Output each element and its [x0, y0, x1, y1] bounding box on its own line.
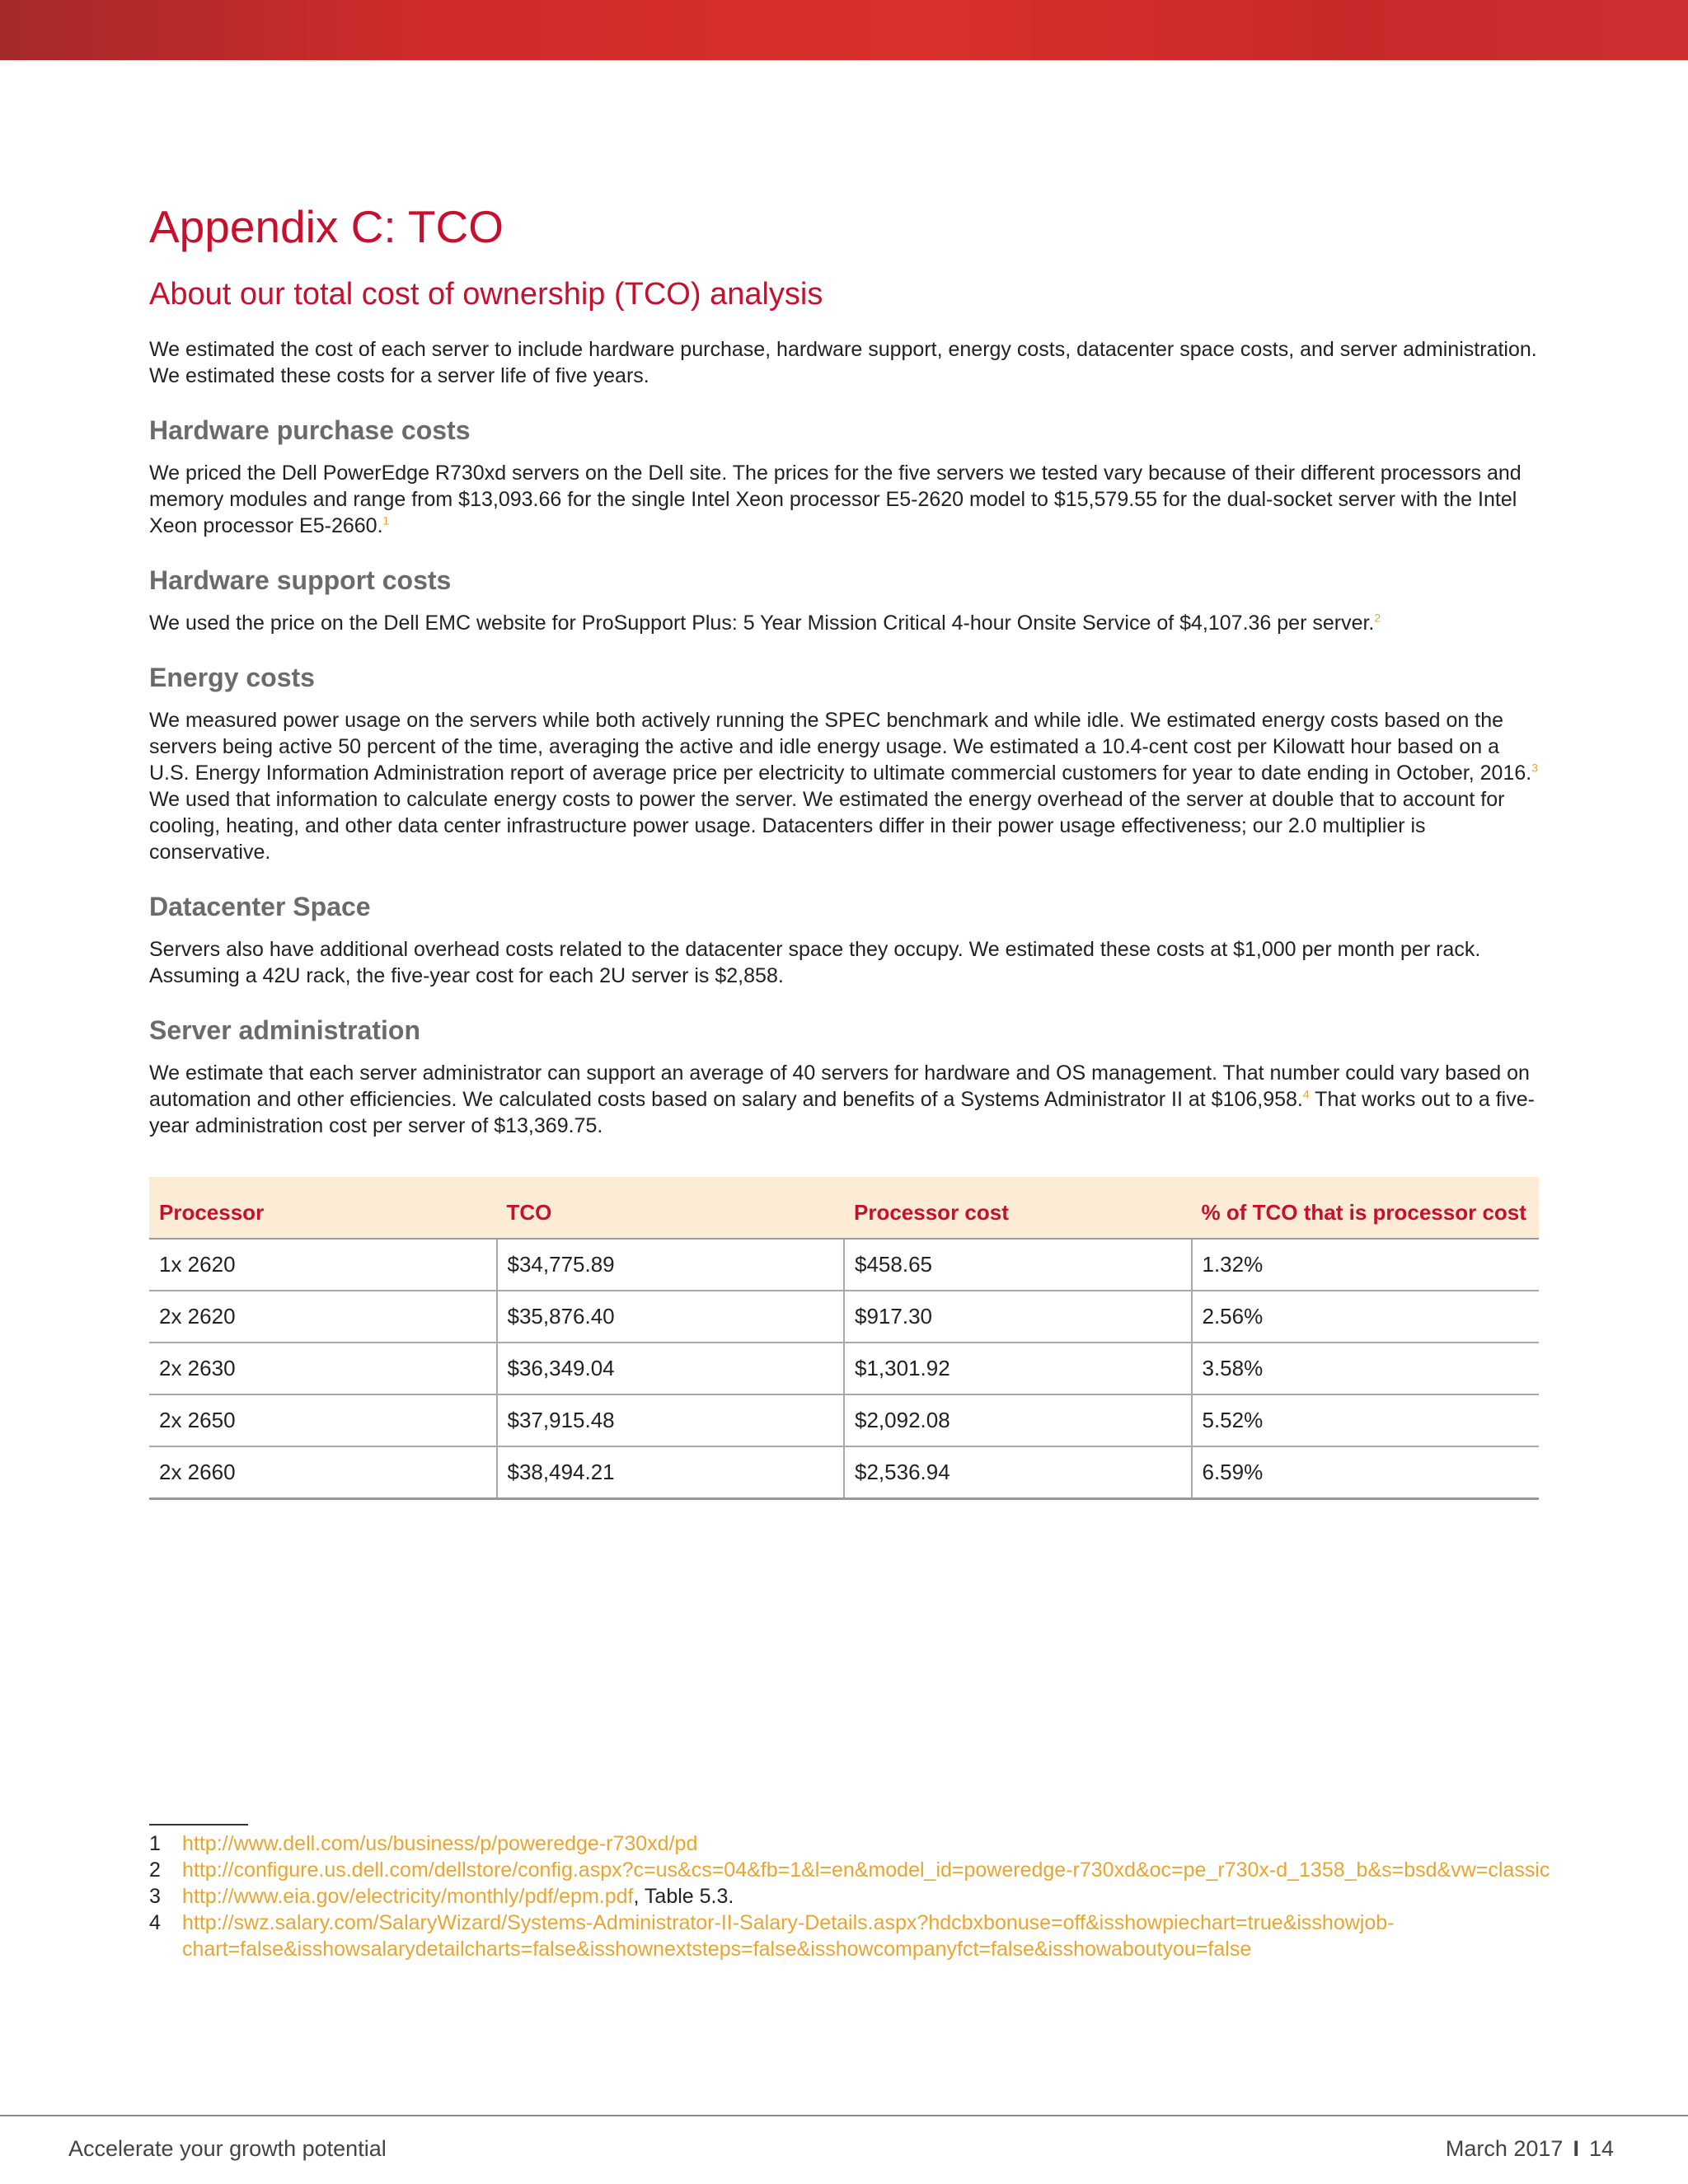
footnote-ref[interactable]: 3 [1531, 761, 1538, 775]
section-heading-hardware-purchase: Hardware purchase costs [149, 415, 471, 445]
footnote-number: 3 [149, 1885, 161, 1908]
table-row [149, 1343, 1539, 1394]
footnote-ref[interactable]: 4 [1302, 1087, 1310, 1101]
footnote-ref[interactable]: 2 [1374, 611, 1381, 625]
footnote-item [149, 1910, 1550, 1962]
section-heading-hardware-support: Hardware support costs [149, 565, 452, 595]
table-cell: $35,876.40 [497, 1291, 845, 1343]
section-heading-energy: Energy costs [149, 663, 315, 692]
footnote-item: 3 http://www.eia.gov/electricity/monthly/pdf/epm.pdf, Table 5.3. [149, 1885, 734, 1908]
table-cell: 2x 2620 [149, 1291, 497, 1343]
column-header: Processor cost [844, 1177, 1192, 1239]
footer-page-info [1446, 2136, 1614, 2162]
top-banner [0, 0, 1688, 60]
section-body-hardware-support: We used the price on the Dell EMC website for ProSupport Plus: 5 Year Mission Critical 4-hour Onsite Service of $4,107.36 per server.$^2$ [149, 611, 1381, 635]
section-body-datacenter-space: Servers also have additional overhead costs related to the datacenter space they occupy. We estimated these costs at $1,000 per month per rack. Assuming a 42U rack, the five-year cost for each 2U server is $2,858. [149, 938, 1481, 987]
footnote-number: 1 [149, 1832, 161, 1855]
footer-date: March 2017 [1445, 2136, 1564, 2161]
table-cell: $2,092.08 [844, 1394, 1192, 1446]
table-cell: 2x 2660 [149, 1446, 497, 1499]
tco-table [149, 1177, 1539, 1500]
footer-tagline: Accelerate your growth potential [68, 2136, 387, 2161]
footnote-ref[interactable]: 1 [382, 513, 390, 527]
table-cell: $34,775.89 [497, 1239, 845, 1291]
table-cell: 2x 2630 [149, 1343, 497, 1394]
table-row [149, 1446, 1539, 1499]
footnote-item [149, 1857, 1550, 1883]
footnote-link[interactable]: http://swz.salary.com/SalaryWizard/Systems-Administrator-II-Salary-Details.aspx?hdcbxbonuse=off&isshowpiechart=true&isshowjob-chart=false&isshowsalarydetailcharts=false&isshownextsteps=false&isshowcompanyfct=false&isshowaboutyou=false [182, 1911, 1395, 1961]
table-cell: 1x 2620 [149, 1239, 497, 1291]
table-cell: 5.52% [1192, 1394, 1540, 1446]
table-cell: $2,536.94 [844, 1446, 1192, 1499]
footnotes [149, 1830, 1550, 1962]
table-cell: $38,494.21 [497, 1446, 845, 1499]
table-cell: 1.32% [1192, 1239, 1540, 1291]
table-cell: $458.65 [844, 1239, 1192, 1291]
column-header: Processor [149, 1177, 497, 1239]
footer-divider [0, 2115, 1688, 2116]
table-cell: $917.30 [844, 1291, 1192, 1343]
table-cell: 2.56% [1192, 1291, 1540, 1343]
footnote-number: 4 [149, 1911, 161, 1934]
table-cell: $36,349.04 [497, 1343, 845, 1394]
section-body-hardware-purchase: We priced the Dell PowerEdge R730xd servers on the Dell site. The prices for the five servers we tested vary because of their different processors and memory modules and range from $13,093.66 for the single Intel Xeon processor E5-2620 model to $15,579.55 for the dual-socket server with the Intel Xeon processor E5-2660.$^1$ [149, 462, 1522, 537]
footnote-item [149, 1830, 1550, 1857]
page-subtitle: About our total cost of ownership (TCO) analysis [149, 277, 823, 312]
column-header: TCO [497, 1177, 845, 1239]
section-body-energy: We measured power usage on the servers while both actively running the SPEC benchmark and while idle. We estimated energy costs based on the servers being active 50 percent of the time, averaging the active and idle energy usage. We estimated a 10.4-cent cost per Kilowatt hour based on a U.S. Energy Information Administration report of average price per electricity to ultimate commercial customers for year to date ending in October, 2016.$^3$ We used that information to calculate energy costs to power the server. We estimated the energy overhead of the server at double that to account for cooling, heating, and other data center infrastructure power usage. Datacenters differ in their power usage effectiveness; our 2.0 multiplier is conservative. [149, 709, 1538, 864]
footnote-link[interactable]: http://www.dell.com/us/business/p/poweredge-r730xd/pd [182, 1832, 698, 1855]
section-body-server-administration: We estimate that each server administrator can support an average of 40 servers for hardware and OS management. That number could vary based on automation and other efficiencies. We calculated costs based on salary and benefits of a Systems Administrator II at $106,958.$^4$ That works out to a five-year administration cost per server of $13,369.75. [149, 1062, 1535, 1137]
table-cell: 2x 2650 [149, 1394, 497, 1446]
footer-separator: I [1573, 2136, 1579, 2161]
table-header-row [149, 1177, 1539, 1239]
footnote-divider [149, 1824, 248, 1825]
section-heading-datacenter-space: Datacenter Space [149, 892, 371, 921]
page-title: Appendix C: TCO [149, 201, 504, 252]
document-body [149, 198, 1539, 1139]
table-row [149, 1291, 1539, 1343]
table-cell: 6.59% [1192, 1446, 1540, 1499]
intro-paragraph: We estimated the cost of each server to include hardware purchase, hardware support, energy costs, datacenter space costs, and server administration. We estimated these costs for a server life of five years. [149, 338, 1537, 387]
table-cell: 3.58% [1192, 1343, 1540, 1394]
footnote-link[interactable]: http://www.eia.gov/electricity/monthly/pdf/epm.pdf [182, 1885, 634, 1908]
table-cell: $37,915.48 [497, 1394, 845, 1446]
footnote-link[interactable]: http://configure.us.dell.com/dellstore/config.aspx?c=us&cs=04&fb=1&l=en&model_id=poweredge-r730xd&oc=pe_r730x-d_1358_b&s=bsd&vw=classic [182, 1858, 1550, 1882]
table-row [149, 1394, 1539, 1446]
footnote-number: 2 [149, 1858, 161, 1882]
page-number: 14 [1588, 2136, 1614, 2161]
section-heading-server-administration: Server administration [149, 1015, 420, 1045]
table-cell: $1,301.92 [844, 1343, 1192, 1394]
table-row [149, 1239, 1539, 1291]
column-header: % of TCO that is processor cost [1192, 1177, 1540, 1239]
